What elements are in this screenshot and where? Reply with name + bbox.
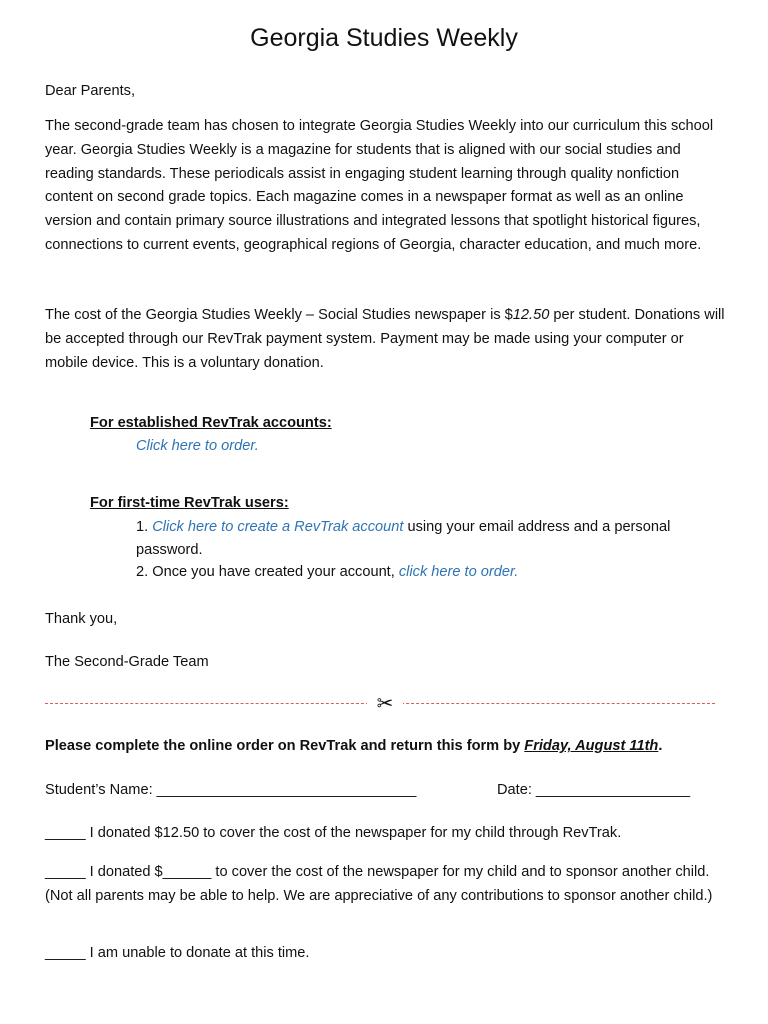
step-1-text: using your email address and a personal password.	[136, 519, 671, 558]
scissors-icon: ✂	[367, 693, 403, 715]
step-2-text: 2. Once you have created your account,	[136, 564, 399, 580]
first-time-heading: For first-time RevTrak users:	[90, 495, 289, 511]
donation-option-1[interactable]: _____ I donated $12.50 to cover the cost of the newspaper for my child through RevTrak.	[45, 825, 622, 841]
intro-paragraph: The second-grade team has chosen to integrate Georgia Studies Weekly into our curriculum this school year. Georgia Studies Weekly is a magazine for students that is aligned with our social studies and reading standards. These periodicals assist in engaging student learning through quality nonfiction content on second grade topics. Each magazine comes in a newspaper format as well as an online version and contain primary source illustrations and integrated lessons that spotlight historical figures, connections to current events, geographical regions of Georgia, character education, and much more.	[45, 118, 714, 253]
cost-text-before: The cost of the Georgia Studies Weekly – Social Studies newspaper is $	[45, 307, 513, 323]
step-2	[136, 561, 726, 585]
page-title: Georgia Studies Weekly	[250, 24, 518, 52]
established-heading: For established RevTrak accounts:	[90, 415, 332, 431]
step-1	[136, 516, 726, 562]
established-order-link[interactable]: Click here to order.	[136, 438, 259, 454]
first-time-order-link[interactable]: click here to order.	[398, 564, 519, 580]
closing: Thank you,	[45, 611, 118, 627]
instruction-text: Please complete the online order on RevTrak and return this form by	[45, 738, 525, 754]
donation-option-3[interactable]: _____ I am unable to donate at this time.	[45, 945, 310, 961]
cost-text-after: per student. Donations will be accepted through our RevTrak payment system. Payment may be made using your computer or mobile device. This is a voluntary donation.	[45, 307, 725, 371]
date-field[interactable]: Date: ___________________	[497, 782, 691, 798]
create-account-link[interactable]: Click here to create a RevTrak account	[152, 519, 404, 535]
signature: The Second-Grade Team	[45, 654, 209, 670]
cost-price: 12.50	[512, 307, 550, 323]
step-1-number: 1.	[136, 519, 153, 535]
instruction-end: .	[658, 738, 663, 754]
salutation: Dear Parents,	[45, 83, 136, 99]
form-instruction	[45, 735, 725, 759]
student-name-field[interactable]: Student’s Name: ________________________________	[45, 782, 417, 798]
deadline: Friday, August 11th	[524, 738, 659, 754]
cost-paragraph	[45, 304, 725, 375]
donation-option-2[interactable]: _____ I donated $______ to cover the cost of the newspaper for my child and to sponsor another child. (Not all parents may be able to help. We are appreciative of any contributions to sponsor another child.)	[45, 864, 713, 904]
